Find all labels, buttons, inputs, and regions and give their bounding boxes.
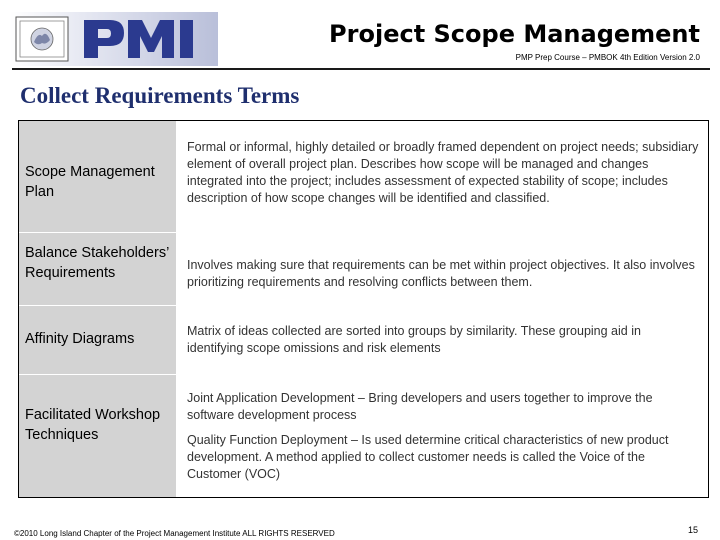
row-separator: [19, 232, 176, 233]
terms-table: [18, 120, 709, 498]
term-balance-stakeholders-requirements: Balance Stakeholders’ Requirements: [25, 245, 169, 281]
course-subtitle: PMP Prep Course – PMBOK 4th Edition Version 2.0: [515, 53, 700, 62]
definition-joint-application-development: Joint Application Development – Bring developers and users together to improve the software development process: [187, 391, 653, 422]
page-title: Project Scope Management: [329, 20, 700, 48]
term-affinity-diagrams: Affinity Diagrams: [25, 331, 135, 347]
page-number: 15: [687, 525, 698, 535]
definition-balance-stakeholders-requirements: Involves making sure that requirements can be met within project objectives. It also involves prioritizing requirements and resolving conflicts between them.: [187, 258, 695, 289]
definition-quality-function-deployment: Quality Function Deployment – Is used determine critical characteristics of new product development. A method applied to collect customer needs is called the Voice of the Customer (VOC): [187, 433, 669, 481]
term-facilitated-workshop-techniques: Facilitated Workshop Techniques: [25, 407, 161, 443]
copyright-footer: ©2010 Long Island Chapter of the Project Management Institute ALL RIGHTS RESERVED: [14, 529, 335, 538]
term-scope-management-plan: Scope Management Plan: [25, 164, 155, 200]
header-divider: [12, 68, 710, 70]
row-separator: [19, 305, 176, 306]
column-divider: [176, 121, 181, 497]
definition-affinity-diagrams: Matrix of ideas collected are sorted into groups by similarity. These grouping aid in identifying scope omissions and risk elements: [187, 324, 641, 355]
section-title: Collect Requirements Terms: [20, 83, 300, 108]
row-separator: [19, 374, 176, 375]
definition-scope-management-plan: Formal or informal, highly detailed or broadly framed dependent on project needs; subsidiary element of overall project plan. Describes how scope will be managed and changes integrated into the project; includes assessment of expected stability of scope; includes description of how scope changes will be identified and classified.: [187, 140, 699, 205]
pmi-logo: [10, 12, 218, 66]
